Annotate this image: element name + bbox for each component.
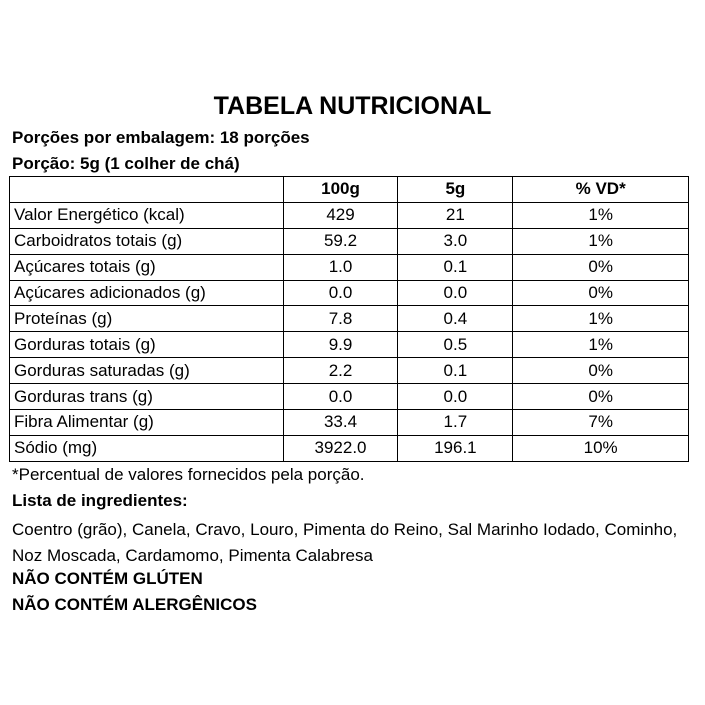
- table-row: [10, 384, 689, 410]
- value-cell: 1.7: [398, 410, 513, 436]
- value-cell: 0%: [513, 358, 689, 384]
- nutrient-name-cell: Açúcares adicionados (g): [10, 280, 284, 306]
- nutrient-name-cell: Carboidratos totais (g): [10, 228, 284, 254]
- table-row: [10, 358, 689, 384]
- nutrient-name-cell: Fibra Alimentar (g): [10, 410, 284, 436]
- ingredients-heading: Lista de ingredientes:: [12, 491, 188, 510]
- table-row: [10, 306, 689, 332]
- value-cell: 0%: [513, 280, 689, 306]
- value-cell: 3.0: [398, 228, 513, 254]
- value-cell: 59.2: [283, 228, 398, 254]
- gluten-notice: NÃO CONTÉM GLÚTEN: [12, 569, 203, 588]
- nutrient-name-cell: Valor Energético (kcal): [10, 202, 284, 228]
- value-cell: 1%: [513, 306, 689, 332]
- value-cell: 0.0: [398, 280, 513, 306]
- table-row: [10, 410, 689, 436]
- table-row: [10, 254, 689, 280]
- value-cell: 1%: [513, 202, 689, 228]
- value-cell: 0.0: [283, 384, 398, 410]
- value-cell: 7%: [513, 410, 689, 436]
- allergen-notice: NÃO CONTÉM ALERGÊNICOS: [12, 595, 257, 614]
- table-row: [10, 202, 689, 228]
- nutrient-name-cell: Gorduras totais (g): [10, 332, 284, 358]
- value-cell: 1%: [513, 332, 689, 358]
- footnote: *Percentual de valores fornecidos pela porção.: [12, 465, 365, 484]
- value-cell: 3922.0: [283, 435, 398, 461]
- value-cell: 2.2: [283, 358, 398, 384]
- value-cell: 429: [283, 202, 398, 228]
- value-cell: 0.5: [398, 332, 513, 358]
- page-title: TABELA NUTRICIONAL: [213, 92, 492, 120]
- value-cell: 21: [398, 202, 513, 228]
- value-cell: 9.9: [283, 332, 398, 358]
- value-cell: 7.8: [283, 306, 398, 332]
- value-cell: 1.0: [283, 254, 398, 280]
- table-row: [10, 332, 689, 358]
- nutrient-name-cell: Sódio (mg): [10, 435, 284, 461]
- header-cell: % VD*: [513, 177, 689, 203]
- table-row: [10, 228, 689, 254]
- header-cell: [10, 177, 284, 203]
- header-cell: 5g: [398, 177, 513, 203]
- nutrient-name-cell: Gorduras saturadas (g): [10, 358, 284, 384]
- value-cell: 196.1: [398, 435, 513, 461]
- portion-size: Porção: 5g (1 colher de chá): [12, 154, 240, 173]
- value-cell: 0.1: [398, 358, 513, 384]
- nutrient-name-cell: Açúcares totais (g): [10, 254, 284, 280]
- table-header-row: [10, 177, 689, 203]
- table-row: [10, 435, 689, 461]
- value-cell: 0.0: [398, 384, 513, 410]
- value-cell: 0.4: [398, 306, 513, 332]
- value-cell: 0.0: [283, 280, 398, 306]
- ingredients-list: Coentro (grão), Canela, Cravo, Louro, Pimenta do Reino, Sal Marinho Iodado, Cominho, Noz Moscada, Cardamomo, Pimenta Calabresa: [12, 520, 678, 565]
- portions-per-package: Porções por embalagem: 18 porções: [12, 128, 310, 147]
- table-row: [10, 280, 689, 306]
- nutrient-name-cell: Proteínas (g): [10, 306, 284, 332]
- value-cell: 0%: [513, 384, 689, 410]
- value-cell: 1%: [513, 228, 689, 254]
- value-cell: 10%: [513, 435, 689, 461]
- header-cell: 100g: [283, 177, 398, 203]
- value-cell: 0%: [513, 254, 689, 280]
- nutrient-name-cell: Gorduras trans (g): [10, 384, 284, 410]
- value-cell: 0.1: [398, 254, 513, 280]
- nutrition-table: [9, 176, 689, 462]
- value-cell: 33.4: [283, 410, 398, 436]
